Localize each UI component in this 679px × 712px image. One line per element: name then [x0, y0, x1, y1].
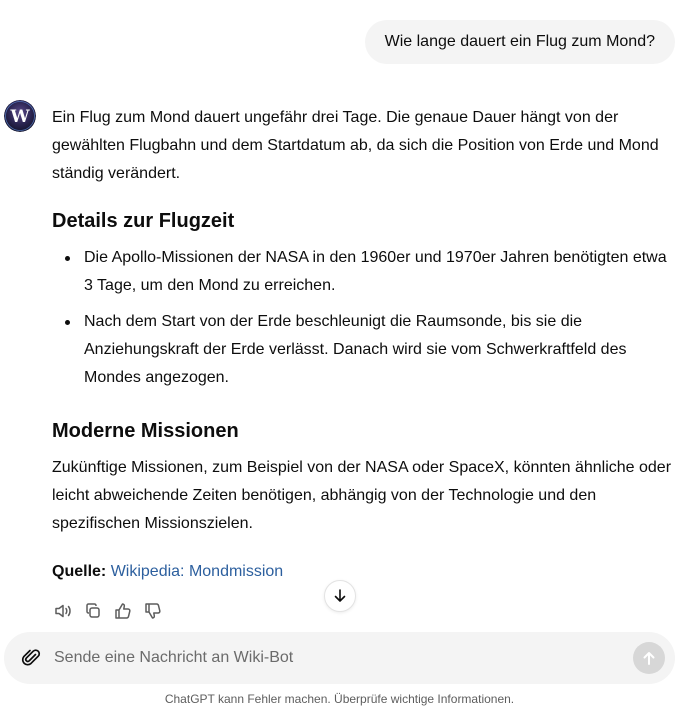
modern-paragraph: Zukünftige Missionen, zum Beispiel von der NASA oder SpaceX, könnten ähnliche oder leicht abweichende Zeiten benötigen, abhängig von der Technologie und den spezifischen Missionszielen. — [52, 459, 672, 532]
heading-details: Details zur Flugzeit — [52, 210, 235, 232]
attach-button[interactable] — [20, 647, 42, 669]
arrow-down-icon — [332, 588, 348, 604]
thumbs-up-icon — [113, 601, 133, 621]
intro-paragraph: Ein Flug zum Mond dauert ungefähr drei Tage. Die genaue Dauer hängt von der gewählten Flugbahn und dem Startdatum ab, da sich die Position von Erde und Mond ständig verändert. — [52, 109, 659, 182]
svg-text:W: W — [10, 107, 30, 127]
message-actions — [52, 600, 164, 622]
disclaimer-text: ChatGPT kann Fehler machen. Überprüfe wichtige Informationen. — [164, 692, 515, 706]
speaker-icon — [53, 601, 73, 621]
source-link[interactable]: Wikipedia: Mondmission — [110, 563, 284, 580]
message-composer — [4, 632, 675, 684]
thumbs-up-button[interactable] — [112, 600, 134, 622]
paperclip-icon — [20, 647, 42, 669]
list-item: Die Apollo-Missionen der NASA in den 1960er und 1970er Jahren benötigten etwa 3 Tage, um den Mond zu erreichen. — [52, 244, 672, 300]
copy-icon — [83, 601, 103, 621]
user-message-text: Wie lange dauert ein Flug zum Mond? — [384, 33, 655, 50]
copy-button[interactable] — [82, 600, 104, 622]
read-aloud-button[interactable] — [52, 600, 74, 622]
source-label: Quelle: — [52, 563, 107, 580]
details-list — [52, 244, 672, 392]
source-line — [52, 558, 672, 586]
list-item: Nach dem Start von der Erde beschleunigt die Raumsonde, bis sie die Anziehungskraft der Erde verlässt. Danach wird sie vom Schwerkraftfeld des Mondes angezogen. — [52, 308, 672, 392]
wiki-bot-logo-icon — [4, 100, 36, 132]
assistant-message — [52, 104, 672, 586]
heading-modern: Moderne Missionen — [52, 420, 239, 442]
message-input[interactable] — [54, 632, 614, 684]
thumbs-down-icon — [143, 601, 163, 621]
scroll-to-bottom-button[interactable] — [324, 580, 356, 612]
send-button[interactable] — [633, 642, 665, 674]
bot-avatar — [4, 100, 36, 132]
user-message-bubble — [365, 20, 675, 64]
arrow-up-icon — [641, 650, 657, 666]
thumbs-down-button[interactable] — [142, 600, 164, 622]
